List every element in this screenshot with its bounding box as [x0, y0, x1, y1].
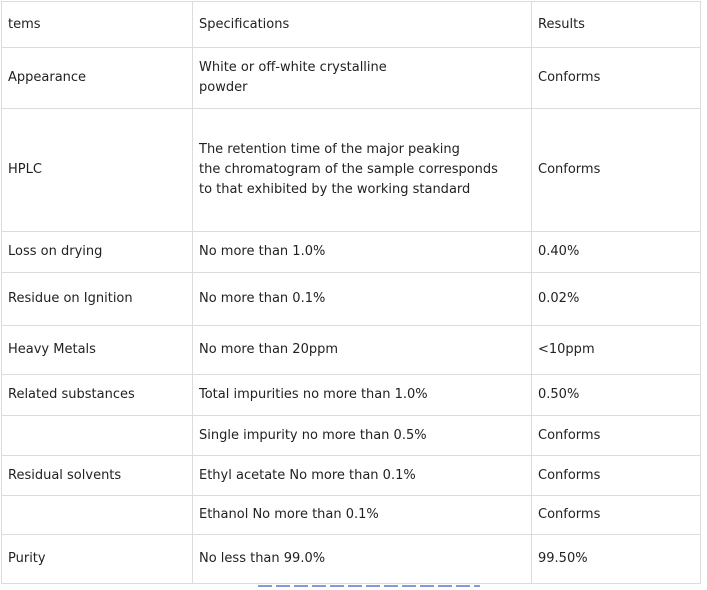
spec-cell: No less than 99.0%	[193, 535, 532, 584]
result-cell: 0.02%	[532, 273, 701, 326]
table-row	[2, 109, 701, 232]
spec-cell: No more than 0.1%	[193, 273, 532, 326]
result-cell: Conforms	[532, 109, 701, 232]
spec-cell	[193, 48, 532, 109]
spec-line: The retention time of the major peaking	[199, 142, 460, 157]
item-cell: Purity	[2, 535, 193, 584]
item-cell: Loss on drying	[2, 232, 193, 273]
spec-line: powder	[199, 80, 248, 95]
item-cell: HPLC	[2, 109, 193, 232]
cut-off-link[interactable]	[258, 584, 480, 590]
result-cell: 99.50%	[532, 535, 701, 584]
spec-cell: No more than 20ppm	[193, 326, 532, 375]
table-row	[2, 535, 701, 584]
spec-cell: Ethyl acetate No more than 0.1%	[193, 456, 532, 496]
cut-off-link-text-fragment	[258, 585, 480, 587]
result-cell: 0.50%	[532, 375, 701, 416]
table-row	[2, 416, 701, 456]
spec-line: to that exhibited by the working standard	[199, 182, 471, 197]
item-cell: Heavy Metals	[2, 326, 193, 375]
table-row	[2, 48, 701, 109]
item-cell: Residual solvents	[2, 456, 193, 496]
item-cell: Related substances	[2, 375, 193, 416]
result-cell: Conforms	[532, 456, 701, 496]
table-row	[2, 273, 701, 326]
result-cell: 0.40%	[532, 232, 701, 273]
header-specifications: Specifications	[193, 2, 532, 48]
spec-line: the chromatogram of the sample corresponds	[199, 162, 498, 177]
item-cell: Appearance	[2, 48, 193, 109]
spec-cell: No more than 1.0%	[193, 232, 532, 273]
specifications-table	[1, 1, 701, 584]
table-row	[2, 375, 701, 416]
header-results: Results	[532, 2, 701, 48]
header-items: tems	[2, 2, 193, 48]
spec-line: White or off-white crystalline	[199, 60, 387, 75]
header-row	[2, 2, 701, 48]
table-row	[2, 496, 701, 535]
result-cell: Conforms	[532, 48, 701, 109]
spec-cell: Single impurity no more than 0.5%	[193, 416, 532, 456]
spec-cell	[193, 109, 532, 232]
table-row	[2, 326, 701, 375]
result-cell: Conforms	[532, 496, 701, 535]
spec-cell: Total impurities no more than 1.0%	[193, 375, 532, 416]
table-row	[2, 456, 701, 496]
result-cell: <10ppm	[532, 326, 701, 375]
item-cell: Residue on Ignition	[2, 273, 193, 326]
item-cell	[2, 416, 193, 456]
item-cell	[2, 496, 193, 535]
table-row	[2, 232, 701, 273]
spec-cell: Ethanol No more than 0.1%	[193, 496, 532, 535]
result-cell: Conforms	[532, 416, 701, 456]
